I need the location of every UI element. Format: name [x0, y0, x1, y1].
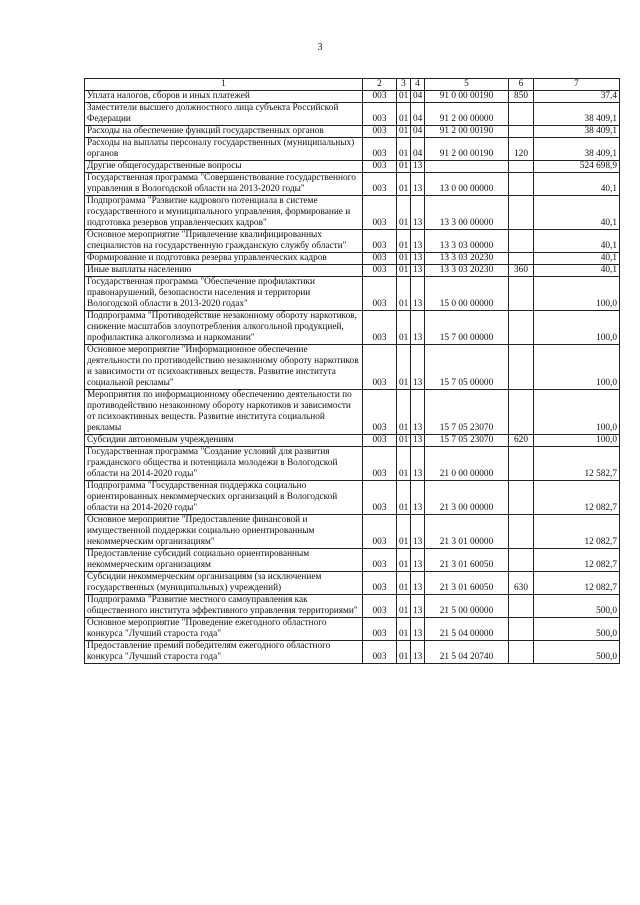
cell-amount: 100,0 [534, 390, 620, 435]
cell-expense-type [509, 549, 534, 572]
cell-name: Расходы на выплаты персоналу государственных (муниципальных) органов [85, 138, 363, 161]
table-row [85, 345, 620, 390]
cell-expense-type [509, 196, 534, 230]
cell-name: Предоставление субсидий социально ориентированным некоммерческим организациям [85, 549, 363, 572]
cell-name: Другие общегосударственные вопросы [85, 161, 363, 173]
header-col-4: 4 [411, 79, 425, 91]
cell-admin-code: 003 [363, 481, 397, 515]
cell-amount: 38 409,1 [534, 126, 620, 138]
header-row [85, 79, 620, 91]
cell-amount: 40,1 [534, 265, 620, 277]
cell-subsection: 04 [411, 138, 425, 161]
cell-section: 01 [397, 595, 411, 618]
cell-name: Основное мероприятие "Информационное обеспечение деятельности по противодействию незаконному обороту наркотиков и зависимости от психоактивных веществ. Развитие института социальной рекламы" [85, 345, 363, 390]
cell-expense-type [509, 390, 534, 435]
cell-expense-type [509, 641, 534, 664]
cell-expense-type [509, 515, 534, 549]
cell-target-item: 13 3 03 20230 [425, 265, 509, 277]
cell-target-item: 13 3 03 20230 [425, 253, 509, 265]
cell-subsection: 13 [411, 277, 425, 311]
cell-target-item: 21 5 04 00000 [425, 618, 509, 641]
cell-subsection: 13 [411, 435, 425, 447]
cell-target-item [425, 161, 509, 173]
cell-target-item: 15 7 00 00000 [425, 311, 509, 345]
cell-subsection: 13 [411, 265, 425, 277]
cell-expense-type [509, 173, 534, 196]
cell-section: 01 [397, 265, 411, 277]
cell-target-item: 91 2 00 00190 [425, 126, 509, 138]
table-row [85, 435, 620, 447]
cell-expense-type [509, 447, 534, 481]
cell-name: Расходы на обеспечение функций государственных органов [85, 126, 363, 138]
table-row [85, 641, 620, 664]
cell-amount: 12 582,7 [534, 447, 620, 481]
table-row [85, 549, 620, 572]
table-row [85, 447, 620, 481]
cell-amount: 38 409,1 [534, 138, 620, 161]
cell-admin-code: 003 [363, 277, 397, 311]
table-header [85, 79, 620, 91]
header-col-6: 6 [509, 79, 534, 91]
table-row [85, 161, 620, 173]
table-row [85, 277, 620, 311]
cell-amount: 100,0 [534, 311, 620, 345]
table-row [85, 253, 620, 265]
cell-target-item: 13 0 00 00000 [425, 173, 509, 196]
cell-section: 01 [397, 161, 411, 173]
cell-section: 01 [397, 345, 411, 390]
cell-subsection: 13 [411, 515, 425, 549]
header-col-5: 5 [425, 79, 509, 91]
cell-target-item: 21 3 01 00000 [425, 515, 509, 549]
cell-name: Подпрограмма "Государственная поддержка социально ориентированных некоммерческих организаций в Вологодской области на 2014-2020 годы" [85, 481, 363, 515]
cell-section: 01 [397, 481, 411, 515]
page-number: 3 [317, 42, 323, 53]
cell-subsection: 13 [411, 253, 425, 265]
cell-admin-code: 003 [363, 196, 397, 230]
cell-subsection: 13 [411, 390, 425, 435]
cell-admin-code: 003 [363, 230, 397, 253]
cell-expense-type [509, 161, 534, 173]
cell-target-item: 21 5 04 20740 [425, 641, 509, 664]
cell-name: Иные выплаты населению [85, 265, 363, 277]
cell-expense-type [509, 126, 534, 138]
cell-name: Основное мероприятие "Предоставление финансовой и имущественной поддержки социально ориентированным некоммерческим организациям" [85, 515, 363, 549]
cell-name: Предоставление премий победителям ежегодного областного конкурса "Лучший староста года" [85, 641, 363, 664]
cell-amount: 100,0 [534, 435, 620, 447]
cell-subsection: 13 [411, 481, 425, 515]
cell-section: 01 [397, 618, 411, 641]
cell-amount: 37,4 [534, 91, 620, 103]
cell-target-item: 91 0 00 00190 [425, 91, 509, 103]
cell-subsection: 13 [411, 595, 425, 618]
cell-amount: 12 082,7 [534, 515, 620, 549]
cell-amount: 12 082,7 [534, 481, 620, 515]
table-row [85, 390, 620, 435]
cell-admin-code: 003 [363, 618, 397, 641]
table-row [85, 595, 620, 618]
cell-target-item: 91 2 00 00190 [425, 138, 509, 161]
cell-target-item: 21 3 01 60050 [425, 549, 509, 572]
cell-name: Государственная программа "Создание условий для развития гражданского общества и потенциала молодежи в Вологодской области на 2014-2020 годы" [85, 447, 363, 481]
cell-admin-code: 003 [363, 549, 397, 572]
cell-target-item: 91 2 00 00000 [425, 103, 509, 126]
cell-target-item: 15 7 05 23070 [425, 435, 509, 447]
header-col-7: 7 [534, 79, 620, 91]
cell-admin-code: 003 [363, 161, 397, 173]
cell-admin-code: 003 [363, 138, 397, 161]
cell-expense-type [509, 345, 534, 390]
cell-name: Субсидии некоммерческим организациям (за исключением государственных (муниципальных) учреждений) [85, 572, 363, 595]
cell-amount: 12 082,7 [534, 549, 620, 572]
cell-admin-code: 003 [363, 515, 397, 549]
table-row [85, 230, 620, 253]
table-row [85, 103, 620, 126]
cell-admin-code: 003 [363, 435, 397, 447]
cell-name: Основное мероприятие "Проведение ежегодного областного конкурса "Лучший староста года" [85, 618, 363, 641]
cell-section: 01 [397, 138, 411, 161]
cell-name: Мероприятия по информационному обеспечению деятельности по противодействию незаконному обороту наркотиков и зависимости от психоактивных веществ. Развитие института социальной рекламы [85, 390, 363, 435]
cell-subsection: 13 [411, 161, 425, 173]
cell-section: 01 [397, 515, 411, 549]
cell-section: 01 [397, 572, 411, 595]
cell-amount: 524 698,9 [534, 161, 620, 173]
cell-section: 01 [397, 103, 411, 126]
cell-amount: 38 409,1 [534, 103, 620, 126]
cell-section: 01 [397, 549, 411, 572]
cell-admin-code: 003 [363, 265, 397, 277]
cell-expense-type [509, 595, 534, 618]
cell-admin-code: 003 [363, 91, 397, 103]
cell-target-item: 15 7 05 23070 [425, 390, 509, 435]
cell-subsection: 13 [411, 572, 425, 595]
cell-admin-code: 003 [363, 126, 397, 138]
table-row [85, 173, 620, 196]
cell-expense-type: 120 [509, 138, 534, 161]
cell-amount: 500,0 [534, 595, 620, 618]
cell-subsection: 13 [411, 549, 425, 572]
cell-name: Субсидии автономным учреждениям [85, 435, 363, 447]
cell-admin-code: 003 [363, 447, 397, 481]
table-row [85, 515, 620, 549]
cell-target-item: 21 3 00 00000 [425, 481, 509, 515]
cell-admin-code: 003 [363, 103, 397, 126]
cell-target-item: 13 3 00 00000 [425, 196, 509, 230]
cell-name: Государственная программа "Совершенствование государственного управления в Вологодской области на 2013-2020 годы" [85, 173, 363, 196]
cell-expense-type [509, 277, 534, 311]
cell-section: 01 [397, 126, 411, 138]
header-col-2: 2 [363, 79, 397, 91]
cell-amount: 40,1 [534, 173, 620, 196]
cell-expense-type: 850 [509, 91, 534, 103]
cell-expense-type [509, 103, 534, 126]
cell-name: Основное мероприятие "Привлечение квалифицированных специалистов на государственную гражданскую службу области" [85, 230, 363, 253]
cell-expense-type [509, 481, 534, 515]
cell-section: 01 [397, 91, 411, 103]
cell-subsection: 13 [411, 196, 425, 230]
cell-admin-code: 003 [363, 595, 397, 618]
cell-name: Подпрограмма "Развитие местного самоуправления как общественного института эффективного управления территориями" [85, 595, 363, 618]
cell-section: 01 [397, 641, 411, 664]
cell-amount: 100,0 [534, 277, 620, 311]
table-row [85, 572, 620, 595]
cell-expense-type: 360 [509, 265, 534, 277]
cell-subsection: 13 [411, 311, 425, 345]
cell-subsection: 13 [411, 447, 425, 481]
cell-section: 01 [397, 196, 411, 230]
cell-name: Уплата налогов, сборов и иных платежей [85, 91, 363, 103]
cell-section: 01 [397, 390, 411, 435]
cell-target-item: 21 0 00 00000 [425, 447, 509, 481]
table-row [85, 126, 620, 138]
cell-admin-code: 003 [363, 641, 397, 664]
table-row [85, 91, 620, 103]
cell-expense-type [509, 618, 534, 641]
cell-expense-type: 630 [509, 572, 534, 595]
table-body [85, 91, 620, 664]
cell-subsection: 04 [411, 91, 425, 103]
cell-section: 01 [397, 435, 411, 447]
cell-admin-code: 003 [363, 572, 397, 595]
cell-name: Государственная программа "Обеспечение профилактики правонарушений, безопасности населения и территории Вологодской области в 2013-2020 годах" [85, 277, 363, 311]
cell-expense-type [509, 230, 534, 253]
cell-expense-type [509, 253, 534, 265]
cell-target-item: 13 3 03 00000 [425, 230, 509, 253]
cell-amount: 500,0 [534, 618, 620, 641]
cell-subsection: 13 [411, 345, 425, 390]
cell-target-item: 21 5 00 00000 [425, 595, 509, 618]
table-row [85, 196, 620, 230]
header-col-3: 3 [397, 79, 411, 91]
cell-section: 01 [397, 230, 411, 253]
cell-subsection: 13 [411, 641, 425, 664]
cell-admin-code: 003 [363, 311, 397, 345]
cell-admin-code: 003 [363, 345, 397, 390]
cell-section: 01 [397, 253, 411, 265]
cell-subsection: 13 [411, 230, 425, 253]
cell-amount: 100,0 [534, 345, 620, 390]
table-row [85, 265, 620, 277]
cell-subsection: 04 [411, 126, 425, 138]
budget-table [84, 78, 620, 664]
cell-amount: 500,0 [534, 641, 620, 664]
cell-subsection: 13 [411, 173, 425, 196]
cell-section: 01 [397, 311, 411, 345]
cell-name: Подпрограмма "Противодействие незаконному обороту наркотиков, снижение масштабов злоупотребления алкогольной продукцией, профилактика алкоголизма и наркомании" [85, 311, 363, 345]
table-row [85, 481, 620, 515]
cell-expense-type: 620 [509, 435, 534, 447]
cell-amount: 40,1 [534, 230, 620, 253]
table-row [85, 618, 620, 641]
table-row [85, 311, 620, 345]
cell-amount: 40,1 [534, 253, 620, 265]
cell-name: Подпрограмма "Развитие кадрового потенциала в системе государственного и муниципального управления, формирование и подготовка резервов управленческих кадров" [85, 196, 363, 230]
cell-target-item: 15 0 00 00000 [425, 277, 509, 311]
cell-subsection: 13 [411, 618, 425, 641]
cell-target-item: 21 3 01 60050 [425, 572, 509, 595]
table-row [85, 138, 620, 161]
cell-name: Формирование и подготовка резерва управленческих кадров [85, 253, 363, 265]
cell-section: 01 [397, 173, 411, 196]
cell-name: Заместители высшего должностного лица субъекта Российской Федерации [85, 103, 363, 126]
cell-amount: 40,1 [534, 196, 620, 230]
cell-admin-code: 003 [363, 173, 397, 196]
cell-subsection: 04 [411, 103, 425, 126]
cell-target-item: 15 7 05 00000 [425, 345, 509, 390]
cell-section: 01 [397, 277, 411, 311]
cell-section: 01 [397, 447, 411, 481]
cell-admin-code: 003 [363, 390, 397, 435]
header-col-1: 1 [85, 79, 363, 91]
cell-amount: 12 082,7 [534, 572, 620, 595]
cell-admin-code: 003 [363, 253, 397, 265]
cell-expense-type [509, 311, 534, 345]
